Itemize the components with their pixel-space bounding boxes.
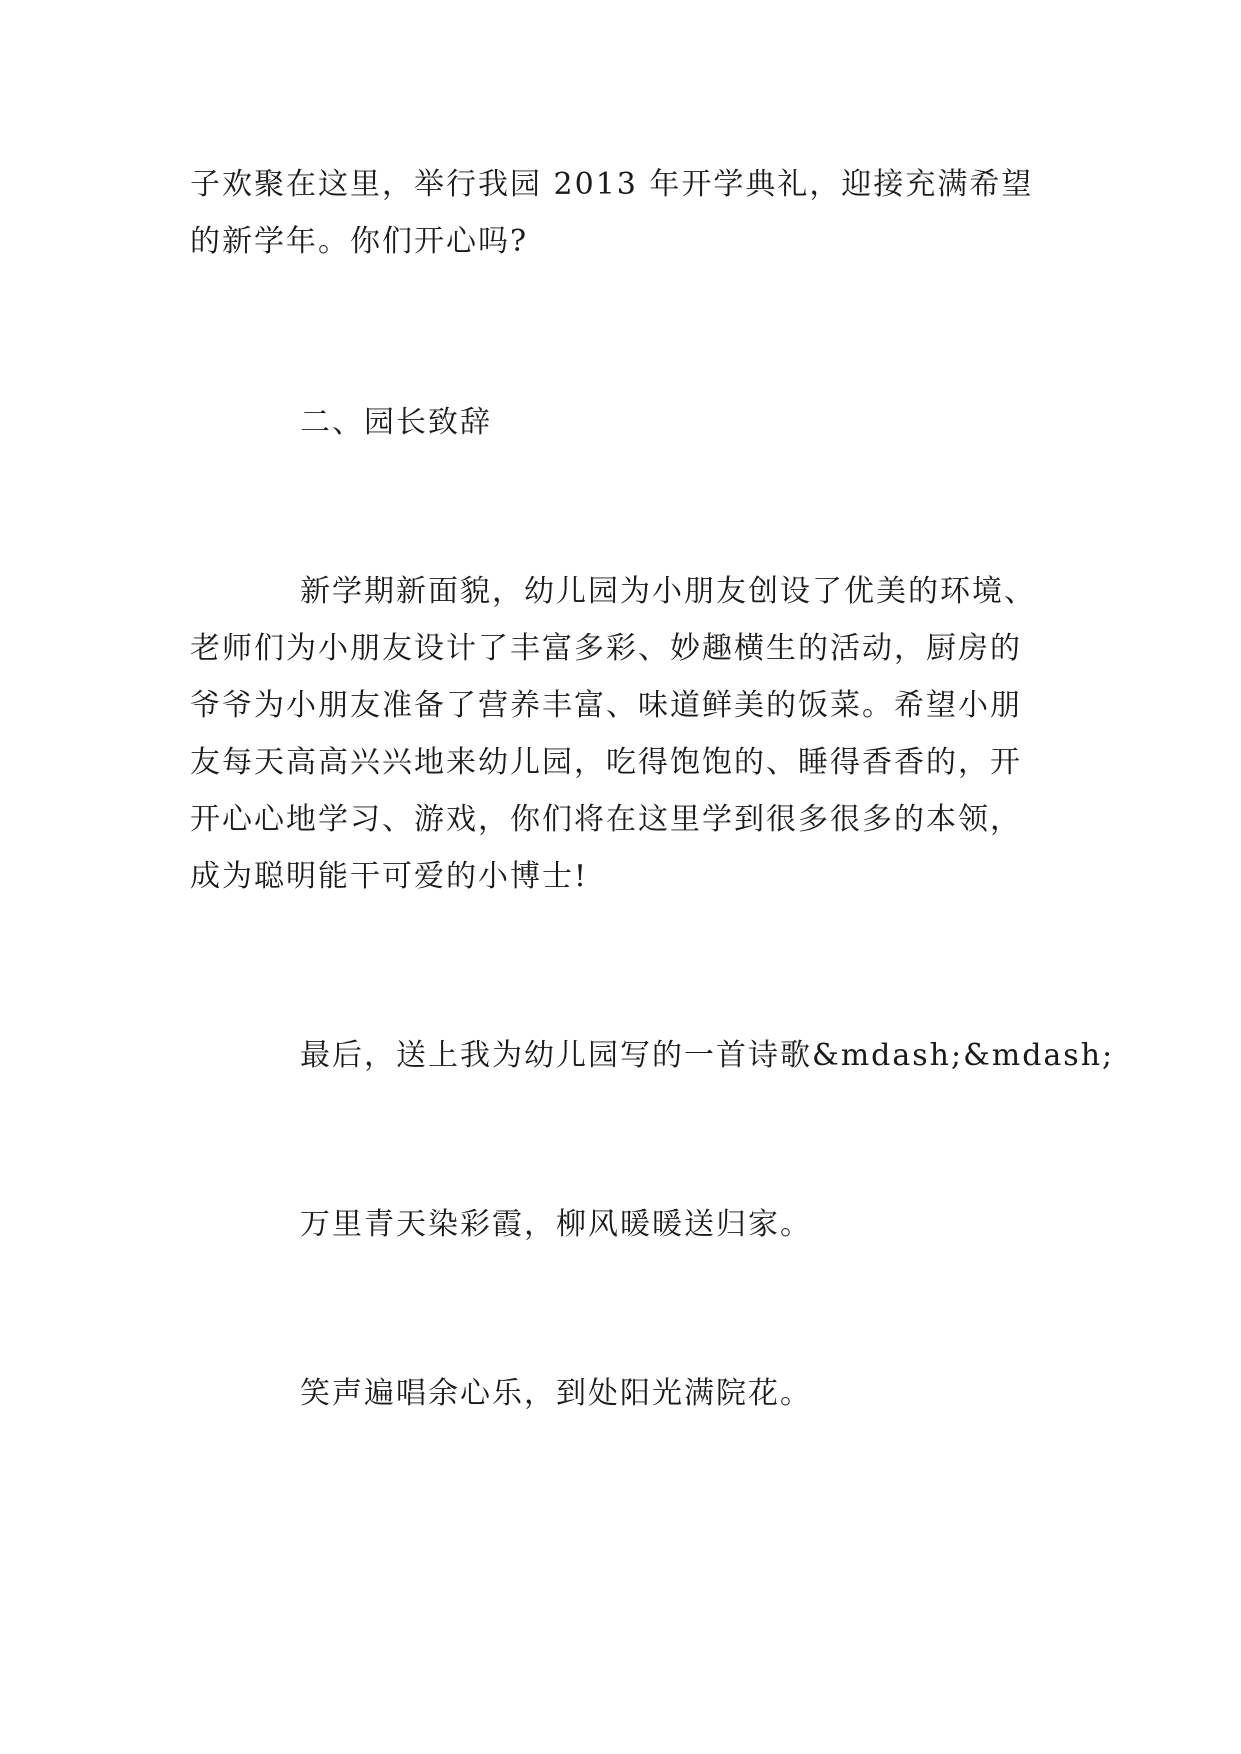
text-line: 开心心地学习、游戏，你们将在这里学到很多很多的本领， xyxy=(190,802,1022,837)
text-line: 成为聪明能干可爱的小博士! xyxy=(190,859,589,894)
text-line: 笑声遍唱余心乐，到处阳光满院花。 xyxy=(300,1376,812,1411)
text-line: 万里青天染彩霞，柳风暖暖送归家。 xyxy=(300,1207,812,1242)
poem-line-1 xyxy=(190,1196,1070,1253)
text-line: 老师们为小朋友设计了丰富多彩、妙趣横生的活动，厨房的 xyxy=(190,631,1022,666)
text-line: 爷爷为小朋友准备了营养丰富、味道鲜美的饭菜。希望小朋 xyxy=(190,688,1022,723)
paragraph-intro-continued xyxy=(190,156,1070,270)
paragraph-principal-speech xyxy=(190,563,1070,905)
text-line: 友每天高高兴兴地来幼儿园，吃得饱饱的、睡得香香的，开 xyxy=(190,745,1022,780)
poem-line-2 xyxy=(190,1365,1070,1422)
text-line: 新学期新面貌，幼儿园为小朋友创设了优美的环境、 xyxy=(300,574,1036,609)
section-heading-text: 二、园长致辞 xyxy=(300,405,492,440)
text-line: 最后，送上我为幼儿园写的一首诗歌&mdash;&mdash; xyxy=(300,1038,1115,1073)
text-line: 子欢聚在这里，举行我园 2013 年开学典礼，迎接充满希望 xyxy=(190,167,1034,202)
text-line: 的新学年。你们开心吗? xyxy=(190,224,529,259)
section-heading xyxy=(190,394,1070,451)
paragraph-poem-intro xyxy=(190,1027,1115,1084)
